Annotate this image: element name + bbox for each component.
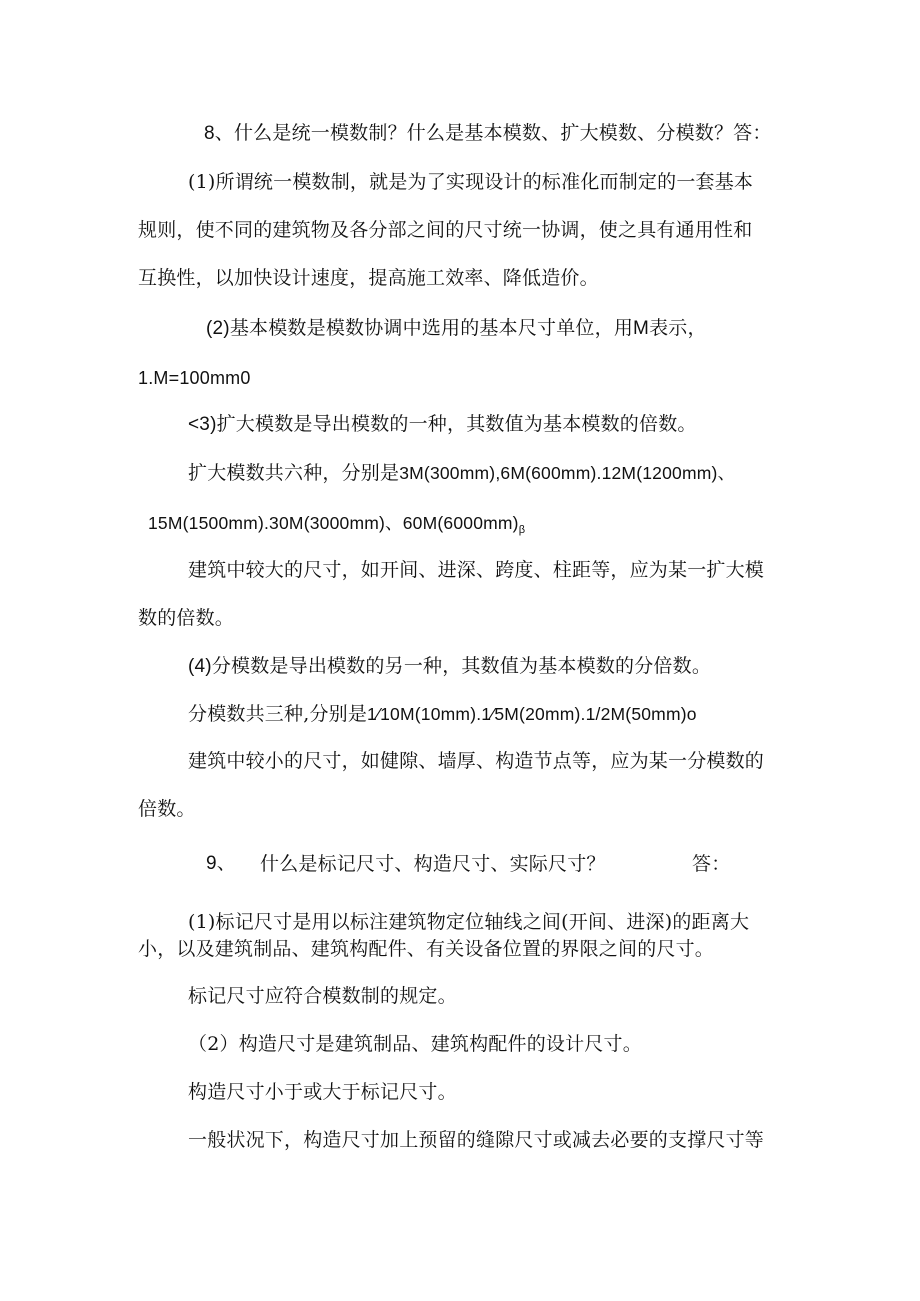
q8-p3-list-label: 扩大模数共六种，分别是	[188, 462, 400, 484]
q8-heading	[204, 121, 772, 146]
q8-p3-text: 扩大模数是导出模数的一种，其数值为基本模数的倍数。	[216, 413, 697, 435]
q8-p2-formula: 1.M=100mm0	[138, 368, 251, 388]
q8-p3-usage-line1: 建筑中较大的尺寸，如开间、进深、跨度、柱距等，应为某一扩大模	[188, 559, 765, 581]
q8-p2-symbol: M	[633, 318, 650, 339]
q8-p4-line1	[188, 654, 711, 679]
q8-p4-list-line	[188, 702, 697, 726]
q8-p4-usage-line1: 建筑中较小的尺寸，如健隙、墙厚、构造节点等，应为某一分模数的	[188, 750, 765, 772]
q8-p3-list-subscript: β	[518, 524, 526, 536]
q8-p3-usage-line2: 数的倍数。	[138, 607, 235, 629]
q9-p1-line2: 小，以及建筑制品、建筑构配件、有关设备位置的界限之间的尺寸。	[138, 938, 715, 960]
q8-p4-prefix: (4)	[188, 656, 212, 677]
q8-p3-list-line1	[188, 461, 735, 485]
q9-p2-note: 构造尺寸小于或大于标记尺寸。	[188, 1081, 457, 1103]
q9-question: 什么是标记尺寸、构造尺寸、实际尺寸？	[260, 853, 606, 875]
q8-p2-line1	[206, 316, 707, 341]
q8-p3-list-line2	[148, 511, 525, 542]
q8-p3-list-values-2: 15M(1500mm).30M(3000mm)、60M(6000mm)	[148, 513, 519, 533]
q8-number: 8、	[204, 123, 234, 144]
q9-p2-line1: （2）构造尺寸是建筑制品、建筑构配件的设计尺寸。	[188, 1033, 642, 1055]
q8-p3-prefix: <3)	[188, 414, 217, 435]
q8-p1-line3: 互换性，以加快设计速度，提高施工效率、降低造价。	[138, 267, 599, 289]
q9-answer-label: 答：	[692, 853, 731, 875]
q8-p2-text-a: 基本模数是模数协调中选用的基本尺寸单位，用	[229, 317, 634, 339]
q8-p4-list-values: 1∕10M(10mm).1⁄5M(20mm).1/2M(50mm)o	[367, 704, 697, 724]
q8-p2-prefix: (2)	[206, 318, 230, 339]
q8-p4-text: 分模数是导出模数的另一种，其数值为基本模数的分倍数。	[211, 655, 712, 677]
q8-p3-list-values-1: 3M(300mm),6M(600mm).12M(1200mm)、	[399, 463, 736, 483]
q8-p4-usage-line2: 倍数。	[138, 798, 196, 820]
q8-question: 什么是统一模数制？什么是基本模数、扩大模数、分模数？答：	[233, 122, 772, 144]
q9-p1-line1: (1)标记尺寸是用以标注建筑物定位轴线之间(开间、进深)的距离大	[188, 911, 750, 933]
q9-p1-note: 标记尺寸应符合模数制的规定。	[188, 985, 457, 1007]
q8-p4-list-label: 分模数共三种,分别是	[188, 703, 368, 725]
q8-p1-line1: (1)所谓统一模数制，就是为了实现设计的标准化而制定的一套基本	[188, 171, 754, 193]
q9-p2-tail: 一般状况下，构造尺寸加上预留的缝隙尺寸或减去必要的支撑尺寸等	[188, 1129, 765, 1151]
q8-p2-text-b: 表示，	[649, 317, 707, 339]
q9-number: 9、	[206, 853, 236, 874]
q8-p1-line2: 规则，使不同的建筑物及各分部之间的尺寸统一协调，使之具有通用性和	[138, 219, 753, 241]
q8-p3-line1	[188, 412, 697, 437]
